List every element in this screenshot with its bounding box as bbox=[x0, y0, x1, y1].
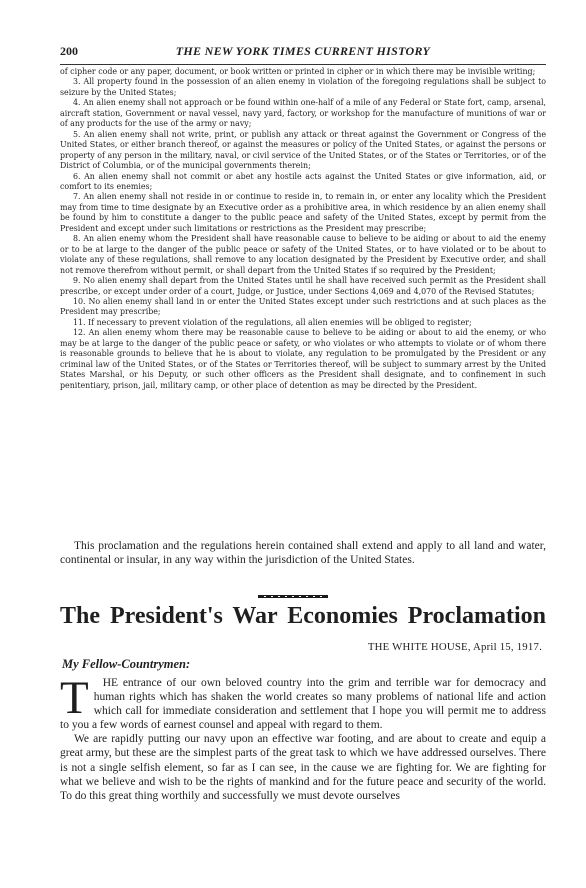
second-paragraph: We are rapidly putting our navy upon an effective war footing, and are about to create and equip a great army, but these are the simplest parts of the great task to which we have addressed ourselves. There is not a single selfish element, so far as I can see, in the cause we are fighting for. We are fighting for what we believe and wish to be the rights of mankind and for the future peace and security of the world. To do this great thing worthily and successfully we must devote ourselves bbox=[60, 733, 546, 802]
regulation-10: 10. No alien enemy shall land in or enter the United States except under such restrictions and at such places as the President may prescribe; bbox=[60, 296, 546, 317]
dateline: THE WHITE HOUSE, April 15, 1917. bbox=[367, 641, 542, 653]
regulation-7: 7. An alien enemy shall not reside in or continue to reside in, to remain in, or enter any locality which the President may from time to time designate by an Executive order as a prohibitive area, in which residence by an alien enemy shall be found by him to constitute a danger to the public peace and safety of the United States, except by permit from the President and except under such limitations or restrictions as the President may prescribe; bbox=[60, 192, 546, 233]
drop-cap: T bbox=[60, 672, 89, 724]
regulation-9: 9. No alien enemy shall depart from the United States until he shall have received such permit as the President shall prescribe, or except under order of a court, Judge, or Justice, under Sections 4,069 and 4,070 of the Revised Statutes; bbox=[60, 276, 546, 296]
salutation: My Fellow-Countrymen: bbox=[62, 657, 191, 671]
article-headline: The President's War Economies Proclamation bbox=[60, 603, 546, 629]
running-head bbox=[60, 44, 546, 60]
regulation-continuation: of cipher code or any paper, document, or book written or printed in cipher or in which there may be invisible writing; bbox=[60, 67, 536, 76]
lead-paragraph bbox=[60, 672, 546, 732]
lead-paragraph-text: HE entrance of our own beloved country into the grim and terrible war for democracy and human rights which has shaken the world creates so many problems of national life and action which call for immediate consideration and settlement that I hope you will permit me to address to you a few words of earnest counsel and appeal with regard to them. bbox=[60, 677, 546, 732]
article-body bbox=[60, 672, 546, 803]
header-rule bbox=[60, 64, 546, 65]
regulations-text bbox=[60, 67, 546, 391]
closing-paragraph: This proclamation and the regulations herein contained shall extend and apply to all land and water, continental or insular, in any way within the jurisdiction of the United States. bbox=[60, 540, 546, 566]
page-number: 200 bbox=[60, 44, 78, 58]
regulation-3: 3. All property found in the possession of an alien enemy in violation of the foregoing regulations shall be subject to seizure by the United States; bbox=[60, 77, 546, 97]
ornament-rule bbox=[258, 593, 328, 601]
regulation-8: 8. An alien enemy whom the President shall have reasonable cause to believe to be aiding or about to aid the enemy or to be at large to the danger of the public peace or safety of the United States, or to have violated or to be about to violate any of these regulations, shall remove to any location designated by the President by Executive order, and shall not remove therefrom without permit, or shall depart from the United States if so required by the President; bbox=[60, 234, 546, 275]
regulation-5: 5. An alien enemy shall not write, print, or publish any attack or threat against the Government or Congress of the United States, or either branch thereof, or against the measures or policy of the United States, or against the persons or property of any person in the military, naval, or civil service of the United States, or of the States or Territories, or of the District of Columbia, or of the municipal governments therein; bbox=[60, 129, 546, 171]
regulation-4: 4. An alien enemy shall not approach or be found within one-half of a mile of any Federal or State fort, camp, arsenal, aircraft station, Government or naval vessel, navy yard, factory, or workshop for the manufacture of munitions of war or of any products for the use of the army or navy; bbox=[60, 98, 546, 129]
regulation-6: 6. An alien enemy shall not commit or abet any hostile acts against the United States or give information, aid, or comfort to its enemies; bbox=[60, 171, 546, 191]
journal-title: THE NEW YORK TIMES CURRENT HISTORY bbox=[175, 44, 431, 58]
regulation-12: 12. An alien enemy whom there may be reasonable cause to believe to be aiding or about to aid the enemy, or who may be at large to the danger of the public peace or safety, or who violates or who attempts to violate or of whom there is reasonable grounds to believe that he is about to violate, any regulation to be promulgated by the President or any criminal law of the United States, or of the States or Territories thereof, will be subject to summary arrest by the United States Marshal, or his Deputy, or such other officers as the President shall designate, and to confinement in such penitentiary, prison, jail, military camp, or other place of detention as may be directed by the President. bbox=[60, 328, 546, 390]
regulation-11: 11. If necessary to prevent violation of the regulations, all alien enemies will be obliged to register; bbox=[73, 317, 472, 327]
